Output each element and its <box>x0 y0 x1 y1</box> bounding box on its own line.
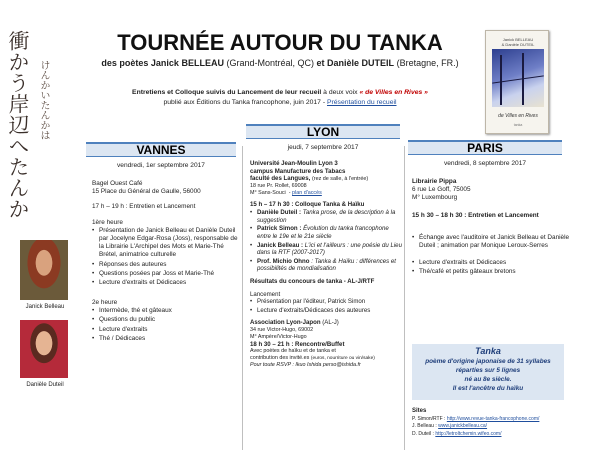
header-vannes: VANNES <box>86 142 236 157</box>
lyon-venue1: Université Jean-Moulin Lyon 3 <box>250 160 338 167</box>
vannes-time: 17 h – 19 h : Entretien et Lancement <box>92 203 196 211</box>
lyon-buffet2a: contribution des invité.es <box>250 354 310 361</box>
tanka-line1: poème d'origine japonaise de 31 syllabes <box>425 358 551 365</box>
book-cover <box>485 30 549 134</box>
site-label: J. Belleau : <box>412 423 437 430</box>
book-author: Janick BELLEAU <box>502 37 534 42</box>
calligraphy-side: けんかいたんかは <box>38 60 49 140</box>
lyon-time1: 15 h – 17 h 30 : Colloque Tanka & Haïku <box>250 201 365 209</box>
list-item: • Présentation de Janick Belleau et Danièle Duteil par Jocelyne Edgar-Rosa (Joss), responsable de la Librairie L'Archipel des Mots et Marie-Thé Brétel, animatrice culturelle <box>92 227 238 260</box>
site-link-belleau[interactable]: www.janickbelleau.ca/ <box>438 423 488 430</box>
intro-rest: à deux voix <box>323 89 358 96</box>
lyon-colloque-list <box>250 209 402 273</box>
site-label: P. Simon/RTF : <box>412 415 446 422</box>
vannes-hour1-list <box>92 227 238 287</box>
paris-time: 15 h 30 – 18 h 30 : Entretien et Lancement <box>412 211 539 219</box>
subtitle <box>86 58 474 70</box>
tanka-definition-box <box>412 344 564 400</box>
list-item: • Présentation par l'éditeur, Patrick Simon <box>250 298 402 306</box>
lyon-date: jeudi, 7 septembre 2017 <box>287 144 359 151</box>
header-lyon: LYON <box>246 124 400 139</box>
list-item: • Échange avec l'auditoire et Janick Belleau et Danièle Duteil ; animation par Monique Leroux-Serres <box>412 234 572 250</box>
intro-bold: Entretiens et Colloque suivis du Lancement de leur recueil <box>132 89 322 96</box>
list-item: • Intermède, thé et gâteaux <box>92 307 238 315</box>
paris-address: 6 rue Le Goff, 75005 <box>412 186 471 194</box>
list-item: • Lecture d'extraits/Dédicaces des auteures <box>250 307 402 315</box>
list-item: • Janick Belleau : L'ici et l'ailleurs : une poésie du Lieu dans la RTF (2007-2017) <box>250 242 402 257</box>
presentation-link[interactable]: Présentation du recueil <box>326 99 397 106</box>
divider-2 <box>404 146 405 450</box>
book-publisher: tanka <box>513 123 523 127</box>
sites-title: Sites <box>412 408 427 414</box>
intro <box>86 88 474 108</box>
poet1-place: (Grand-Montréal, QC) <box>226 58 314 68</box>
lyon-column: Université Jean-Moulin Lyon 3 campus Manufacture des Tabacs faculté des Langues, (rez de salle, à l'entrée) 18 rue Pr. Rollet, 69008 M° Sans-Souci - plan d'accès 15 h – 17 h 30 : Colloque Tanka & Haïku • Danièle Duteil : Tanka prose, de la description à la suggestion • Patrick Simon : Évolution du tanka francophone entre le 19e et le 21e siècle • Janick Belleau : L'ici et l'ailleurs : une poésie du Lieu dans la RTF (2007-2017) • Prof. Michio Ohno : Tanka & Haïku : différences et possibilités de mondialisation Résultats du concours de tanka - AL-J/RTF Lancement • Présentation par l'éditeur, Patrick Simon • Lecture d'extraits/Dédicaces des auteures Association Lyon-Japon (AL-J) 34 rue Victor-Hugo, 69002 M° Ampère/Victor-Hugo 18 h 30 – 21 h : Rencontre/Buffet Avec poètes de haïku et de tanka et contribution des invité.es (euros, nourriture ou vin/sake) Pour toute RSVP : Ikuo Ishida perso@ishida.fr <box>250 160 402 369</box>
site-link-rtf[interactable]: http://www.revue-tanka-francophone.com/ <box>446 415 540 422</box>
lyon-assoc-addr1: 34 rue Victor-Hugo, 69002 <box>250 327 314 333</box>
paris-metro: M° Luxembourg <box>412 194 458 202</box>
vannes-hour1-title: 1ère heure <box>92 218 123 226</box>
tanka-title: Tanka <box>475 346 501 356</box>
vannes-venue: Bagel Ouest Café <box>92 180 143 187</box>
paris-list-2 <box>412 259 572 276</box>
tanka-line3: né au 8e siècle. <box>464 376 512 383</box>
lyon-results: Résultats du concours de tanka - AL-J/RTF <box>250 277 375 285</box>
calligraphy-main: 衝かう岸辺へたんか <box>6 29 30 220</box>
lyon-metro: M° Sans-Souci <box>250 189 286 196</box>
list-item: • Patrick Simon : Évolution du tanka francophone entre le 19e et le 21e siècle <box>250 225 402 240</box>
lyon-launch-list <box>250 298 402 314</box>
vannes-hour2-list <box>92 307 238 343</box>
tanka-line4: Il est l'ancêtre du haïku <box>452 385 524 392</box>
lyon-map-link[interactable]: plan d'accès <box>292 189 322 196</box>
lyon-venue3: faculté des Langues, <box>250 175 311 183</box>
book-title: de Villes en Rives <box>498 113 538 119</box>
subtitle-joiner: et <box>316 58 325 68</box>
list-item: • Réponses des auteures <box>92 261 238 269</box>
vannes-address: 15 Place du Général de Gaulle, 56000 <box>92 188 201 196</box>
vannes-column <box>92 180 238 344</box>
subtitle-prefix: des poètes <box>101 58 149 68</box>
list-item: • Questions posées par Joss et Marie-Thé <box>92 270 238 278</box>
paris-venue: Librairie Pippa <box>412 178 457 185</box>
intro-published: publié aux Éditions du Tanka francophone, juin 2017 - <box>163 99 326 106</box>
calligraphy-panel <box>4 30 66 252</box>
portrait-janick-caption: Janick Belleau <box>25 304 65 310</box>
lyon-launch-title: Lancement <box>250 290 281 298</box>
portrait-daniele-caption: Danièle Duteil <box>26 382 64 388</box>
list-item: • Lecture d'extraits et Dédicaces <box>92 279 238 287</box>
lyon-address: 18 rue Pr. Rollet, 69008 <box>250 182 307 189</box>
sites-section <box>412 408 588 438</box>
lyon-assoc: Association Lyon-Japon <box>250 319 321 327</box>
list-item: • Lecture d'extraits et Dédicaces <box>412 259 572 267</box>
portrait-janick <box>20 240 68 300</box>
paris-column <box>412 178 572 278</box>
lyon-buffet2b: (euros, nourriture ou vin/sake) <box>310 355 375 361</box>
vannes-hour2-title: 2e heure <box>92 299 118 307</box>
list-item: • Thé / Dédicaces <box>92 335 238 343</box>
lyon-venue3-note: (rez de salle, à l'entrée) <box>311 176 369 183</box>
book-illustration <box>492 49 544 107</box>
vannes-date: vendredi, 1er septembre 2017 <box>117 162 205 169</box>
paris-date: vendredi, 8 septembre 2017 <box>443 160 527 167</box>
site-link-duteil[interactable]: http://letroltchemin.wifeo.com/ <box>435 430 502 437</box>
paris-list-1 <box>412 234 572 250</box>
list-item: • Thé/café et petits gâteaux bretons <box>412 268 572 276</box>
list-item: • Lecture d'extraits <box>92 326 238 334</box>
page-title: TOURNÉE AUTOUR DU TANKA <box>117 30 443 55</box>
lyon-time2: 18 h 30 – 21 h : Rencontre/Buffet <box>250 340 345 348</box>
site-label: D. Duteil : <box>412 430 434 437</box>
book-author-2: & Danièle DUTEIL <box>501 42 535 47</box>
list-item: • Questions du public <box>92 316 238 324</box>
lyon-rsvp: Pour toute RSVP : Ikuo Ishida perso@ishida.fr <box>250 361 361 368</box>
poet1-name: Janick BELLEAU <box>150 58 224 68</box>
intro-book-title: « de Villes en Rives » <box>359 89 428 96</box>
poet2-name: Danièle DUTEIL <box>327 58 395 68</box>
lyon-assoc-code: (AL-J) <box>322 319 339 327</box>
tanka-line2: réparties sur 5 lignes <box>455 367 521 374</box>
divider-1 <box>242 146 243 450</box>
portrait-daniele <box>20 320 68 378</box>
lyon-buffet1: Avec poètes de haïku et de tanka et <box>250 348 336 355</box>
list-item: • Prof. Michio Ohno : Tanka & Haïku : différences et possibilités de mondialisation <box>250 258 402 273</box>
lyon-venue2: campus Manufacture des Tabacs <box>250 167 346 175</box>
header-paris: PARIS <box>408 140 562 155</box>
lyon-assoc-addr2: M° Ampère/Victor-Hugo <box>250 333 307 340</box>
poet2-place: (Bretagne, FR.) <box>396 58 459 68</box>
list-item: • Danièle Duteil : Tanka prose, de la description à la suggestion <box>250 209 402 224</box>
